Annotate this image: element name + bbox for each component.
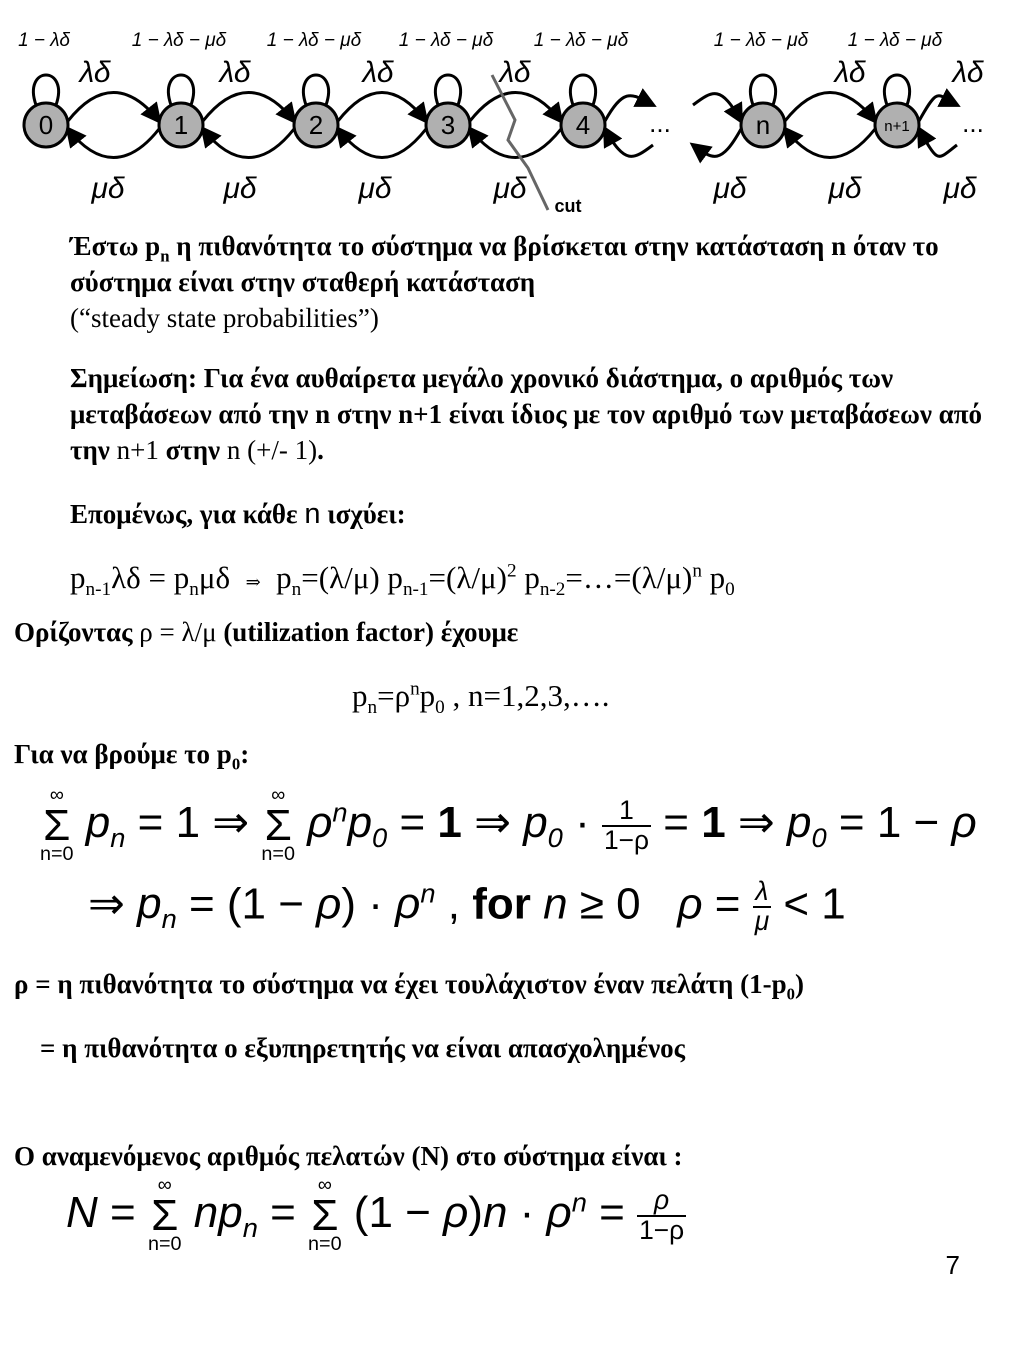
arrival-arrow: [605, 96, 653, 121]
self-loop: [750, 75, 775, 105]
self-loop: [884, 75, 909, 105]
service-rate-label: μδ: [493, 172, 527, 205]
geometric-equation: $p_n=\rho^np_0$ , n=1,2,3,….: [352, 678, 610, 719]
service-rate-label: μδ: [358, 172, 392, 205]
arrival-arrow: [338, 93, 426, 122]
paragraph-server-busy: = η πιθανότητα ο εξυπηρετητής να είναι απασχολημένος: [40, 1033, 686, 1063]
paragraph-utilization: Ορίζοντας ρ = λ/μ (utilization factor) έχουμε: [14, 617, 519, 647]
state-label: 0: [38, 110, 54, 140]
mean-formula: N = ∞ Σ n=0 $np_n$ = ∞ Σ n=0 $(1 - \rho)n \cdot \rho^n$ = $\frac{\rho}{1-\rho}$: [66, 1174, 685, 1256]
service-rate-label: μδ: [223, 172, 257, 205]
paragraph-therefore: Επομένως, για κάθε n ισχύει:: [70, 498, 406, 530]
arrival-arrow: [68, 93, 159, 122]
service-arrow: [470, 129, 561, 158]
self-loop-label: 1 − λδ − μδ: [131, 30, 227, 51]
state-label: n: [755, 110, 771, 140]
self-loop-label: 1 − λδ − μδ: [847, 30, 943, 51]
service-arrow: [338, 129, 426, 158]
arrival-arrow: [470, 93, 561, 122]
ellipsis: ...: [649, 108, 671, 138]
state-label: n+1: [884, 118, 910, 135]
service-arrow: [203, 129, 294, 158]
self-loop: [435, 75, 460, 105]
paragraph-find-p0: Για να βρούμε το $p_0$:: [14, 739, 250, 774]
arrival-rate-label: λδ: [834, 56, 866, 89]
self-loop-label: 1 − λδ: [18, 30, 70, 51]
service-rate-label: μδ: [713, 172, 747, 205]
service-rate-label: μδ: [828, 172, 862, 205]
state-label: 2: [308, 110, 324, 140]
sum-symbol: ∞ Σ n=0: [261, 784, 295, 866]
arrival-rate-label: λδ: [79, 56, 111, 89]
service-arrow: [919, 129, 957, 156]
page-number: 7: [945, 1250, 960, 1280]
arrival-arrow: [693, 94, 741, 121]
arrival-rate-label: λδ: [499, 56, 531, 89]
paragraph-note: Σημείωση: Για ένα αυθαίρετα μεγάλο χρονικό διάστημα, ο αριθμός των μεταβάσεων από την n στην n+1 είναι ίδιος με τον αριθμό των μεταβάσεων από την n+1 στην n (+/- 1).: [70, 363, 983, 465]
service-arrow: [693, 129, 741, 156]
cut-label: cut: [554, 196, 582, 216]
self-loop: [33, 75, 58, 105]
state-label: 3: [440, 110, 456, 140]
state-label: 1: [173, 110, 189, 140]
sum-symbol: ∞ Σ n=0: [308, 1174, 342, 1256]
self-loop-label: 1 − λδ − μδ: [713, 30, 809, 51]
service-rate-label: μδ: [91, 172, 125, 205]
sum-symbol: ∞ Σ n=0: [40, 784, 74, 866]
self-loop: [570, 75, 595, 105]
state-label: 4: [575, 110, 591, 140]
arrival-rate-label: λδ: [219, 56, 251, 89]
arrival-arrow: [203, 93, 294, 122]
arrival-rate-label: λδ: [952, 56, 984, 89]
self-loop: [303, 75, 328, 105]
arrival-arrow: [919, 96, 957, 121]
paragraph-definition: Έστω $p_n$ η πιθανότητα το σύστημα να βρίσκεται στην κατάσταση n όταν το σύστημα είναι στην σταθερή κατάσταση (“steady state probabilities”): [70, 231, 939, 333]
service-arrow: [785, 129, 875, 158]
service-rate-label: μδ: [943, 172, 977, 205]
self-loop-label: 1 − λδ − μδ: [533, 30, 629, 51]
paragraph-rho-meaning: ρ = η πιθανότητα το σύστημα να έχει τουλάχιστον έναν πελάτη $(1-p_0)$: [14, 969, 804, 1004]
arrival-arrow: [785, 93, 875, 122]
service-arrow: [605, 129, 653, 156]
self-loop-label: 1 − λδ − μδ: [266, 30, 362, 51]
service-arrow: [68, 129, 159, 158]
arrival-rate-label: λδ: [362, 56, 394, 89]
ellipsis: ...: [962, 108, 984, 138]
self-loop: [168, 75, 193, 105]
solution-formula: ⇒ $p_n = (1 - \rho) \cdot \rho^n$ , for n ≥ 0 ρ = $\frac{\lambda}{\mu}$ < 1: [88, 876, 846, 936]
paragraph-mean-customers: Ο αναμενόμενος αριθμός πελατών (N) στο σύστημα είναι :: [14, 1141, 683, 1171]
balance-equation: $p_{n-1}\lambda\delta = p_n\mu\delta$ ⇒ $p_n=(\lambda/\mu)$ $p_{n-1}=(\lambda/\mu)^2$ $p_{n-2}=\dots=(\lambda/\mu)^n$ $p_0$: [70, 560, 735, 601]
sum-symbol: ∞ Σ n=0: [147, 1174, 182, 1256]
birth-death-chain-diagram: [0, 20, 1024, 220]
normalization-formula: ∞ Σ n=0 $p_n = 1$ ⇒ ∞ Σ n=0 $\rho^np_0 = 1$ ⇒ $p_0$ · $\frac{1}{1-\rho}$ = 1 ⇒ $p_0 = 1 - \rho$: [40, 784, 977, 866]
self-loop-label: 1 − λδ − μδ: [398, 30, 494, 51]
